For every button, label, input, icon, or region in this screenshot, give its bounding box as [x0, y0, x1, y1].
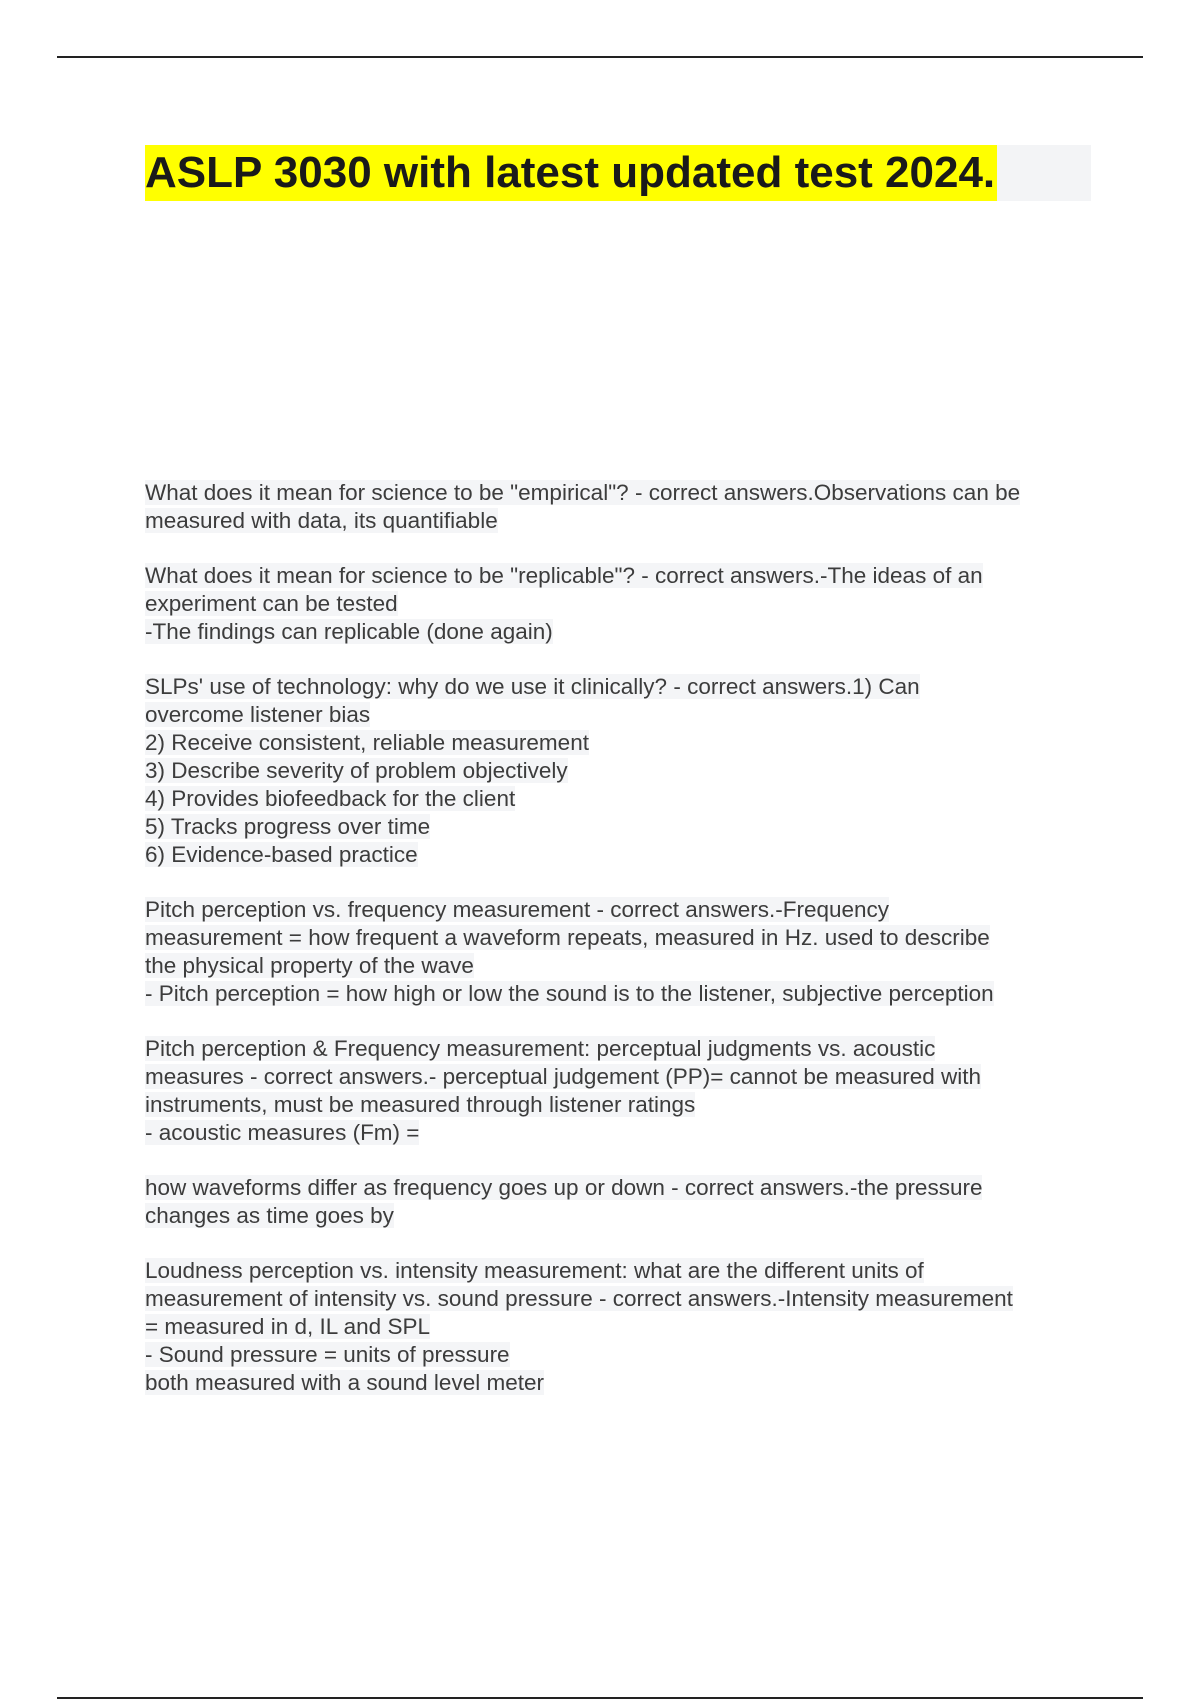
qa-line: - Pitch perception = how high or low the sound is to the listener, subjective perception: [145, 981, 994, 1006]
qa-item-replicable: [145, 562, 1095, 646]
qa-line: Pitch perception vs. frequency measurement - correct answers.-Frequency: [145, 897, 890, 922]
document-title: ASLP 3030 with latest updated test 2024.: [145, 145, 997, 201]
qa-item-perceptual-acoustic: [145, 1035, 1095, 1147]
qa-line: instruments, must be measured through listener ratings: [145, 1092, 696, 1117]
qa-line: overcome listener bias: [145, 702, 371, 727]
qa-line: Pitch perception & Frequency measurement: perceptual judgments vs. acoustic: [145, 1036, 936, 1061]
qa-item-waveforms: [145, 1174, 1095, 1230]
qa-line: the physical property of the wave: [145, 953, 474, 978]
qa-list: [145, 479, 1095, 1424]
qa-line: = measured in d, IL and SPL: [145, 1314, 430, 1339]
qa-line: how waveforms differ as frequency goes up or down - correct answers.-the pressure: [145, 1175, 983, 1200]
title-band: [145, 145, 1091, 201]
qa-line: - acoustic measures (Fm) =: [145, 1120, 420, 1145]
qa-line: -The findings can replicable (done again): [145, 619, 553, 644]
qa-line: What does it mean for science to be "replicable"? - correct answers.-The ideas of an: [145, 563, 983, 588]
qa-line: - Sound pressure = units of pressure: [145, 1342, 510, 1367]
qa-item-technology: [145, 673, 1095, 869]
qa-line: measurement = how frequent a waveform repeats, measured in Hz. used to describe: [145, 925, 990, 950]
qa-line: 4) Provides biofeedback for the client: [145, 786, 516, 811]
qa-item-empirical: [145, 479, 1095, 535]
qa-line: 3) Describe severity of problem objectively: [145, 758, 568, 783]
qa-line: both measured with a sound level meter: [145, 1370, 544, 1395]
qa-line: measures - correct answers.- perceptual judgement (PP)= cannot be measured with: [145, 1064, 982, 1089]
top-rule: [57, 56, 1143, 58]
qa-line: experiment can be tested: [145, 591, 398, 616]
bottom-rule: [57, 1697, 1143, 1699]
qa-line: changes as time goes by: [145, 1203, 394, 1228]
qa-line: 6) Evidence-based practice: [145, 842, 418, 867]
qa-line: 5) Tracks progress over time: [145, 814, 431, 839]
qa-line: Loudness perception vs. intensity measurement: what are the different units of: [145, 1258, 924, 1283]
qa-line: 2) Receive consistent, reliable measurement: [145, 730, 589, 755]
qa-line: measurement of intensity vs. sound pressure - correct answers.-Intensity measurement: [145, 1286, 1013, 1311]
qa-line: What does it mean for science to be "empirical"? - correct answers.Observations can be: [145, 480, 1021, 505]
qa-line: measured with data, its quantifiable: [145, 508, 498, 533]
qa-item-pitch-frequency: [145, 896, 1095, 1008]
qa-item-loudness-intensity: [145, 1257, 1095, 1397]
qa-line: SLPs' use of technology: why do we use it clinically? - correct answers.1) Can: [145, 674, 920, 699]
